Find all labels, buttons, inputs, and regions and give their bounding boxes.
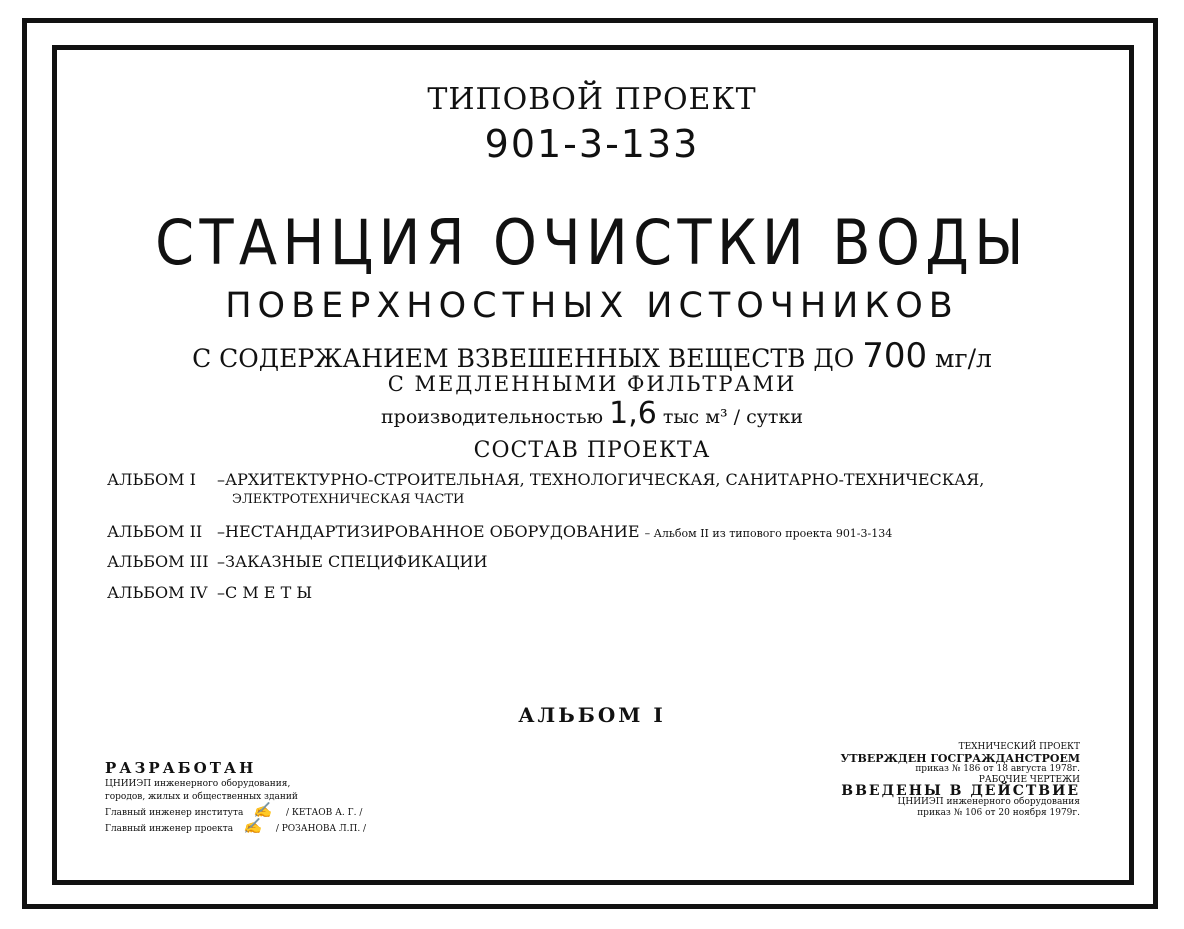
album-row-1-continued: ЭЛЕКТРОТЕХНИЧЕСКАЯ ЧАСТИ [232, 492, 465, 507]
chief-engineer-name: / КЕТАОВ А. Г. / [286, 808, 363, 818]
approval-line4: РАБОЧИЕ ЧЕРТЕЖИ [978, 775, 1080, 785]
capacity-unit: тыс м³ / сутки [662, 406, 803, 428]
album-description: –АРХИТЕКТУРНО-СТРОИТЕЛЬНАЯ, ТЕХНОЛОГИЧЕСКАЯ, САНИТАРНО-ТЕХНИЧЕСКАЯ, [217, 470, 985, 489]
document-type: ТИПОВОЙ ПРОЕКТ [427, 82, 757, 117]
approval-block [840, 742, 1080, 819]
subtitle-suspended-value: 700 [862, 336, 928, 376]
project-engineer-title: Главный инженер проекта [105, 824, 234, 834]
capacity-line [0, 396, 1184, 431]
album-row-2 [107, 522, 892, 541]
album-label: АЛЬБОМ III [107, 552, 209, 571]
subtitle-suspended-solids [0, 336, 1184, 376]
capacity-prefix: производительностью [381, 406, 604, 428]
developer-block [105, 758, 366, 836]
chief-engineer-line [105, 801, 366, 820]
composition-heading: СОСТАВ ПРОЕКТА [473, 438, 711, 463]
page-title: СТАНЦИЯ ОЧИСТКИ ВОДЫ [155, 206, 1029, 279]
signature-icon: ✍ [253, 801, 273, 819]
approval-line2: УТВЕРЖДЕН ГОСГРАЖДАНСТРОЕМ [840, 752, 1080, 765]
document-number: 901-3-133 [484, 122, 700, 166]
approval-line3: приказ № 186 от 18 августа 1978г. [915, 764, 1080, 774]
approval-line1: ТЕХНИЧЕСКИЙ ПРОЕКТ [958, 742, 1080, 752]
album-description: –НЕСТАНДАРТИЗИРОВАННОЕ ОБОРУДОВАНИЕ [217, 522, 640, 541]
album-description: –ЗАКАЗНЫЕ СПЕЦИФИКАЦИИ [217, 552, 488, 571]
album-row-1 [107, 470, 984, 489]
developer-heading: РАЗРАБОТАН [105, 759, 257, 777]
album-label: АЛЬБОМ I [107, 470, 196, 489]
album-label: АЛЬБОМ II [107, 522, 203, 541]
approval-line6: ЦНИИЭП инженерного оборудования [897, 797, 1080, 807]
approval-line5: ВВЕДЕНЫ В ДЕЙСТВИЕ [841, 783, 1080, 799]
album-row-3 [107, 552, 487, 571]
capacity-value: 1,6 [609, 396, 657, 431]
album-label: АЛЬБОМ IV [107, 583, 208, 602]
album-number: АЛЬБОМ I [518, 703, 666, 727]
subtitle-filters: С МЕДЛЕННЫМИ ФИЛЬТРАМИ [387, 372, 797, 396]
album-reference: – Альбом II из типового проекта 901-3-134 [644, 527, 893, 540]
signature-icon: ✍ [243, 817, 262, 835]
approval-line7: приказ № 106 от 20 ноября 1979г. [917, 808, 1080, 818]
subtitle-sources: ПОВЕРХНОСТНЫХ ИСТОЧНИКОВ [225, 286, 959, 326]
album-row-4 [107, 583, 312, 602]
album-description: –С М Е Т Ы [217, 583, 313, 602]
developer-org-line2: городов, жилых и общественных зданий [105, 792, 298, 802]
developer-org-line1: ЦНИИЭП инженерного оборудования, [105, 779, 291, 789]
chief-engineer-title: Главный инженер института [105, 808, 244, 818]
subtitle-suspended-text: С СОДЕРЖАНИЕМ ВЗВЕШЕННЫХ ВЕЩЕСТВ ДО [192, 344, 855, 373]
project-engineer-name: / РОЗАНОВА Л.П. / [275, 824, 367, 834]
subtitle-suspended-unit: мг/л [935, 344, 992, 373]
project-engineer-line [105, 817, 367, 836]
